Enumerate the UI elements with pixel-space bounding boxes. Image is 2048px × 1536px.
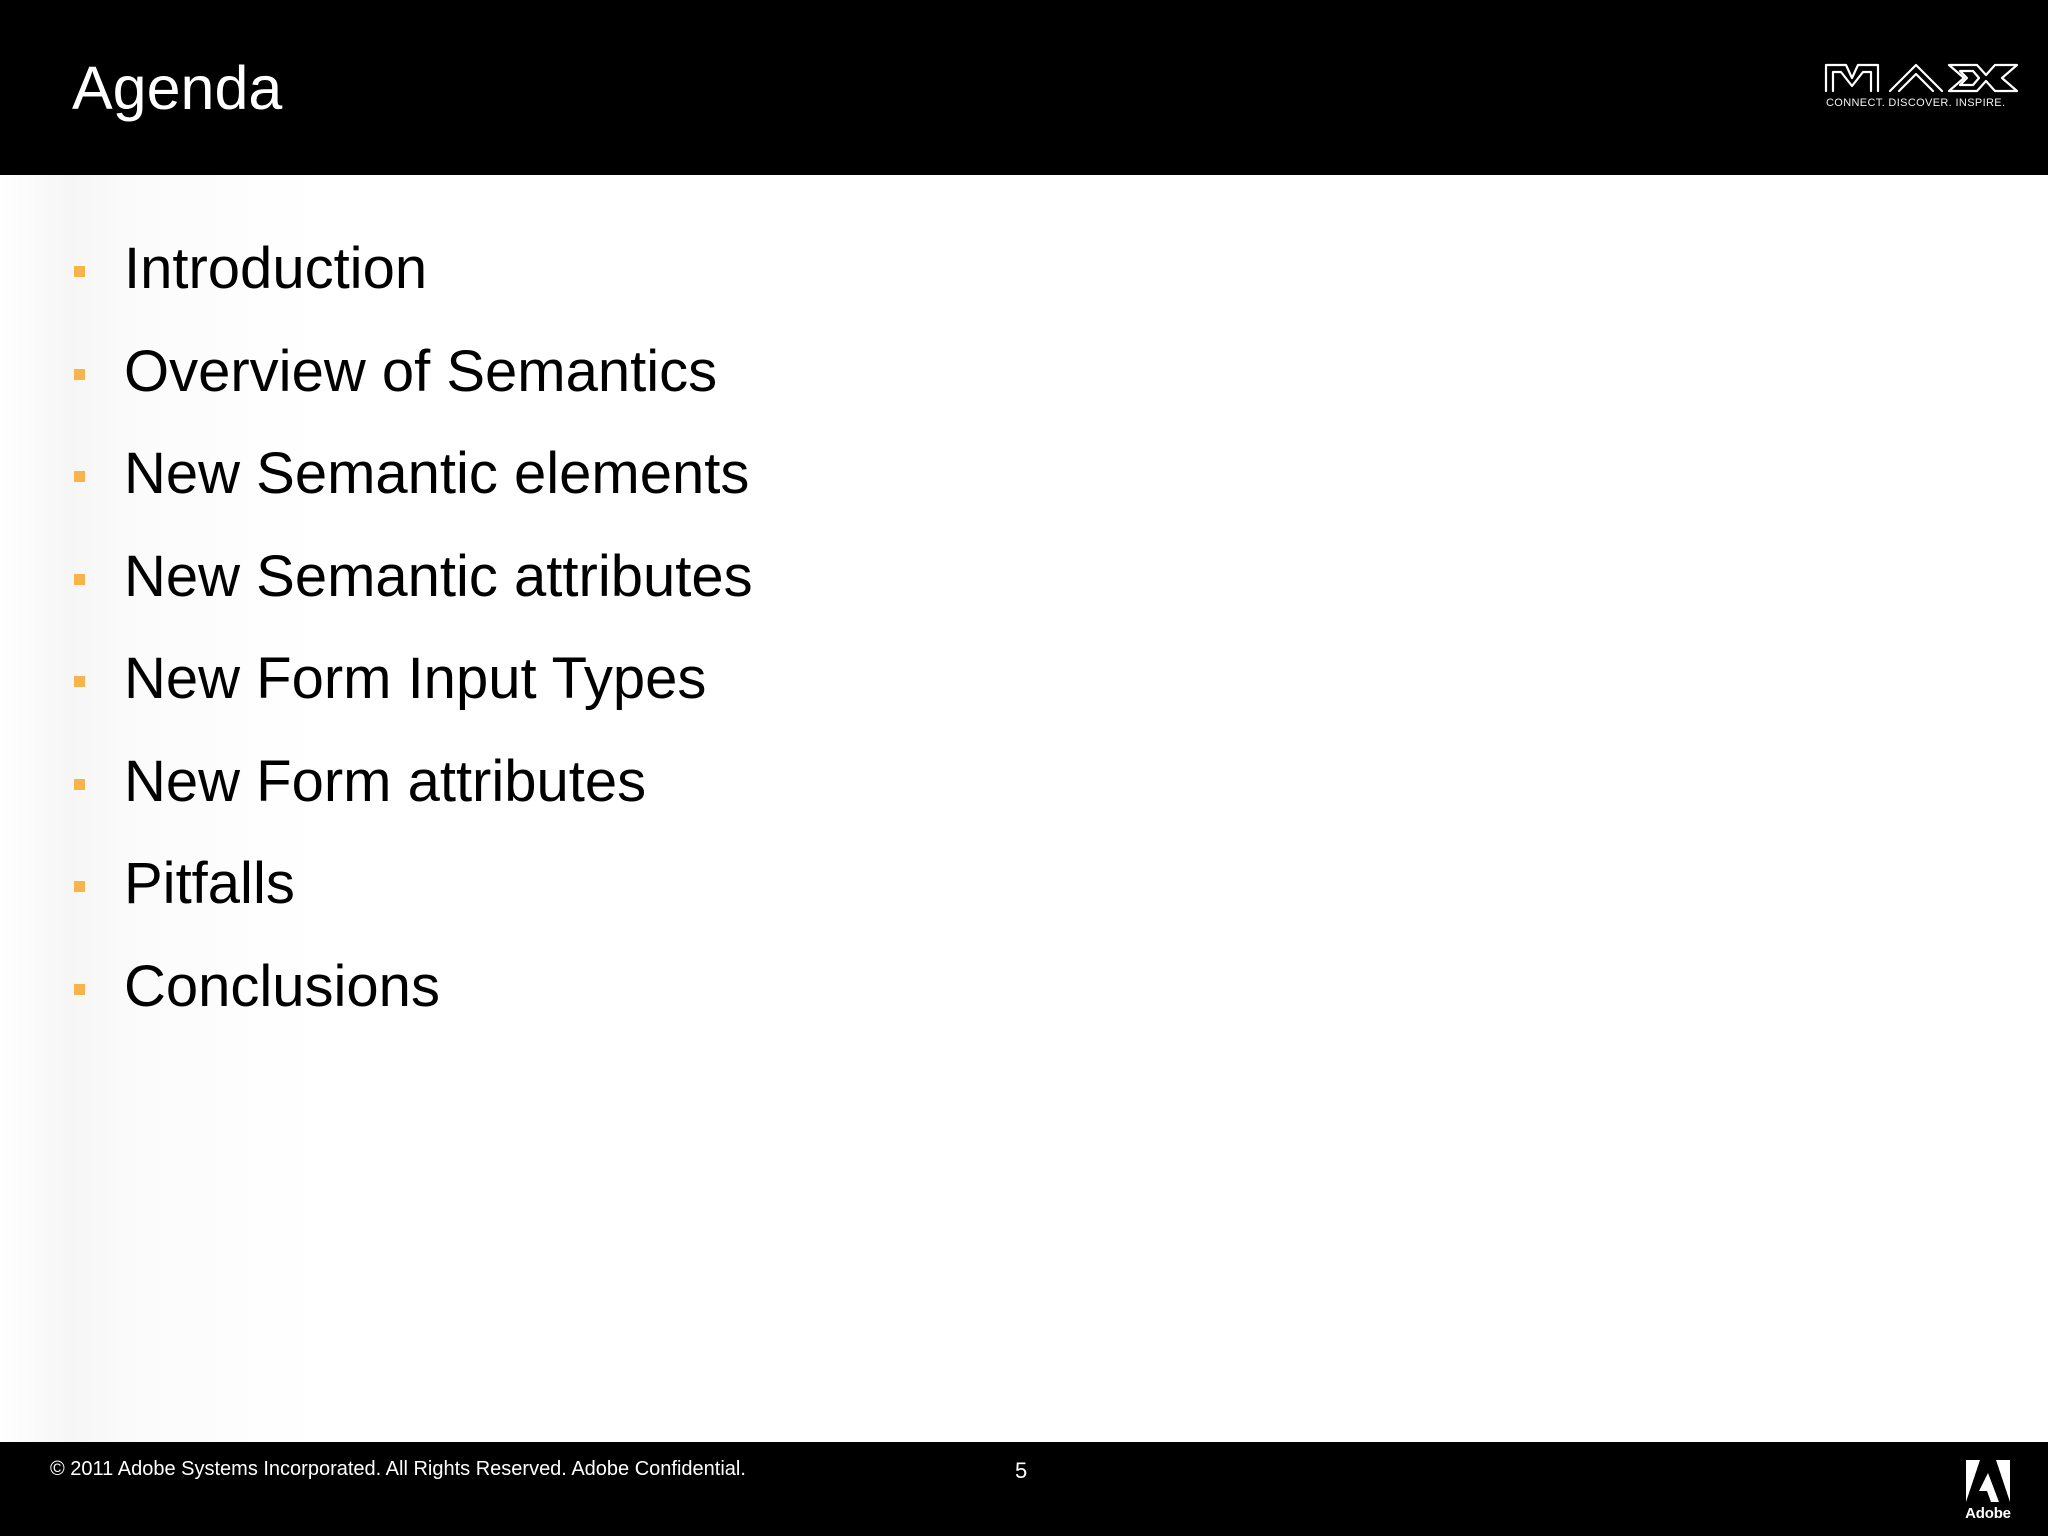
square-bullet-icon <box>74 471 85 482</box>
agenda-item-label: Pitfalls <box>124 851 295 916</box>
copyright-notice: © 2011 Adobe Systems Incorporated. All Rights Reserved. Adobe Confidential. <box>50 1458 746 1480</box>
agenda-item-label: Introduction <box>124 236 428 301</box>
adobe-logo-icon <box>1963 1460 2013 1526</box>
agenda-item-label: New Semantic attributes <box>124 543 753 609</box>
slide-header <box>0 0 2048 175</box>
agenda-item-label: New Form attributes <box>124 748 647 814</box>
agenda-item-label: Overview of Semantics <box>124 338 718 404</box>
square-bullet-icon <box>74 984 85 995</box>
square-bullet-icon <box>74 266 85 277</box>
adobe-wordmark: Adobe <box>1965 1505 2011 1522</box>
square-bullet-icon <box>74 369 85 380</box>
event-tagline: CONNECT. DISCOVER. INSPIRE. <box>1826 97 2006 109</box>
square-bullet-icon <box>74 676 85 687</box>
slide-page-number: 5 <box>1015 1458 1028 1483</box>
agenda-item-label: New Semantic elements <box>124 441 750 506</box>
square-bullet-icon <box>74 881 85 892</box>
square-bullet-icon <box>74 779 85 790</box>
agenda-item-label: Conclusions <box>124 953 440 1019</box>
slide-title: Agenda <box>72 54 283 122</box>
square-bullet-icon <box>74 574 85 585</box>
agenda-item-label: New Form Input Types <box>124 646 707 711</box>
